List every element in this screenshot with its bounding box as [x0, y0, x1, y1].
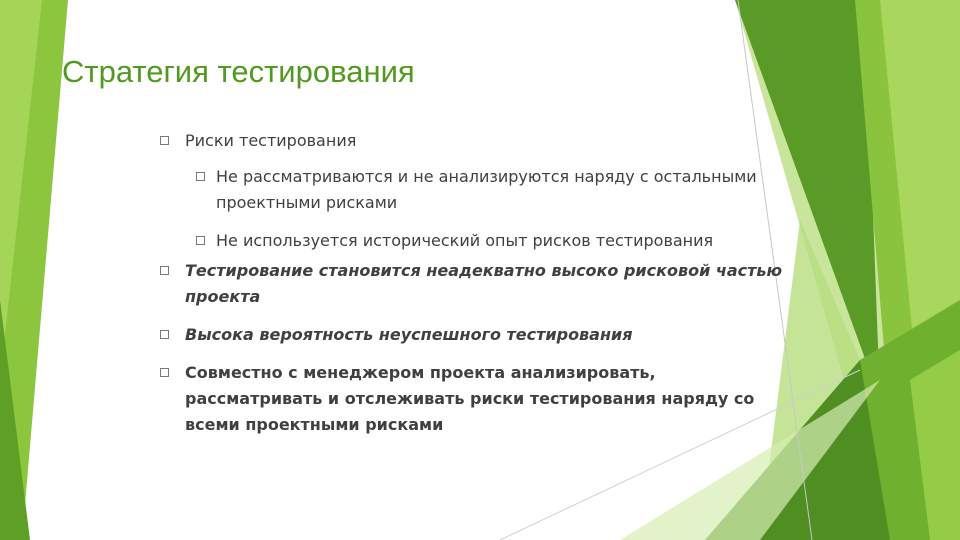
- list-item: [158, 360, 798, 438]
- slide-title: Стратегия тестирования: [62, 54, 415, 89]
- bullet-list: [158, 128, 798, 438]
- square-bullet-icon: [160, 368, 169, 377]
- list-item: [158, 228, 798, 254]
- list-item-text: Тестирование становится неадекватно высоко рисковой частью проекта: [185, 261, 783, 306]
- list-item: [158, 258, 798, 310]
- list-item-text: Совместно с менеджером проекта анализировать, рассматривать и отслеживать риски тестирования наряду со всеми проектными рисками: [185, 363, 755, 434]
- list-item-text: Высока вероятность неуспешного тестирования: [185, 325, 633, 344]
- square-bullet-icon: [196, 236, 205, 245]
- list-item-text: Не рассматриваются и не анализируются наряду с остальными проектными рисками: [216, 167, 757, 212]
- square-bullet-icon: [160, 136, 169, 145]
- list-item: [158, 164, 798, 216]
- list-item: [158, 322, 798, 348]
- list-item-text: Не используется исторический опыт рисков тестирования: [216, 231, 714, 250]
- square-bullet-icon: [196, 172, 205, 181]
- list-item: [158, 128, 798, 154]
- square-bullet-icon: [160, 266, 169, 275]
- list-item-text: Риски тестирования: [185, 131, 357, 150]
- square-bullet-icon: [160, 330, 169, 339]
